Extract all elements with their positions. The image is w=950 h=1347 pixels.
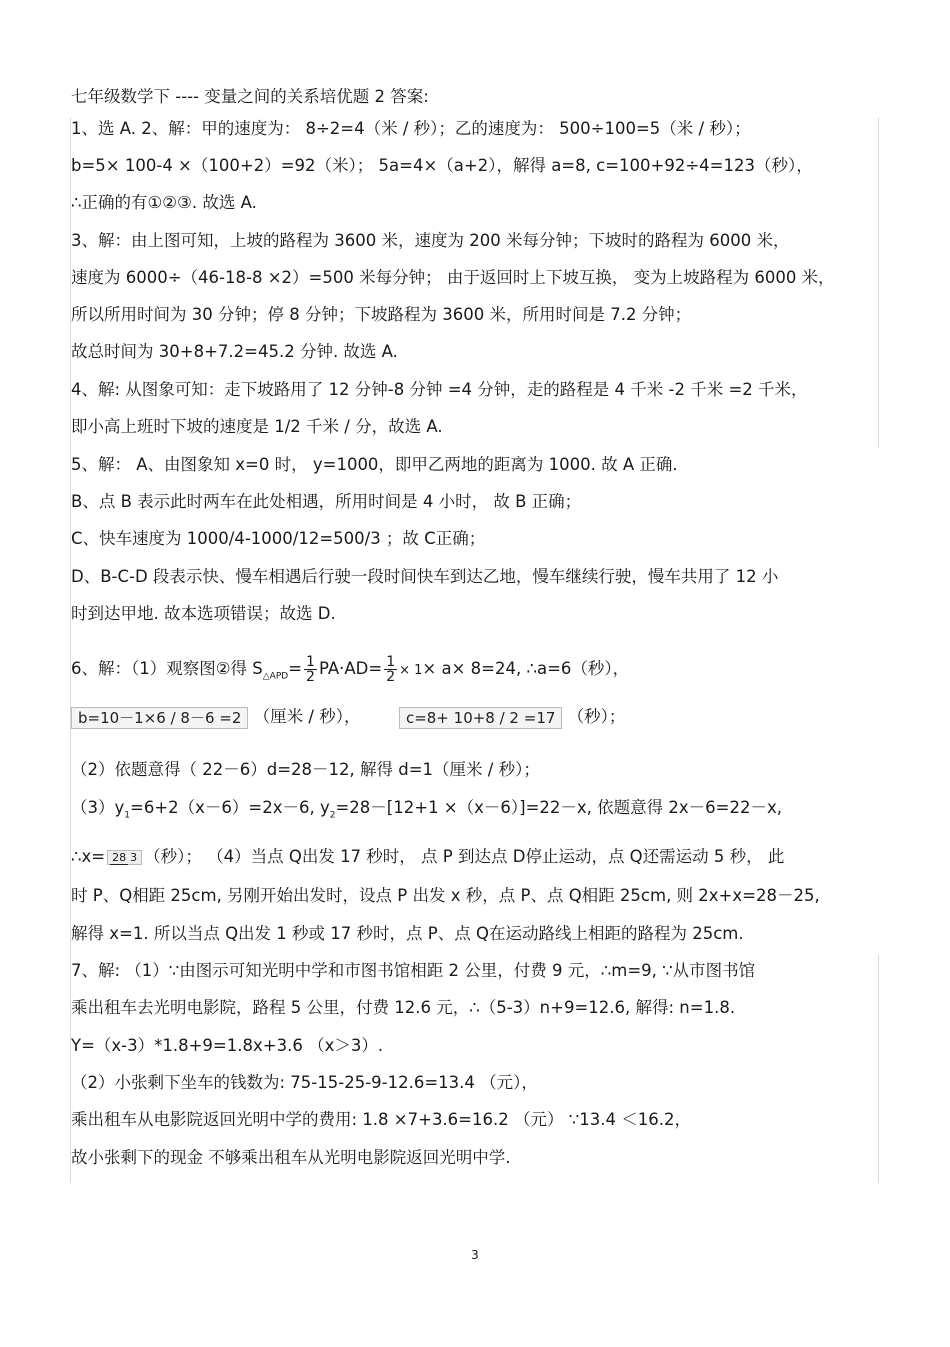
formula-image-b: b=10－1×6 / 8－6 =2 [71, 707, 248, 729]
formula-image-c: c=8+ 10+8 / 2 =17 [399, 707, 562, 729]
answer-line-20: 时 P、Q相距 25cm, 另刚开始出发时，设点 P 出发 x 秒，点 P、点 Q相距 25cm, 则 2x+x=28－25, [71, 886, 820, 905]
answer-line-10: 5、解： A、由图象知 x=0 时， y=1000，即甲乙两地的距离为 1000. 故 A 正确． [71, 455, 689, 474]
q6-text-a: 6、解：（1）观察图②得 S [71, 659, 263, 678]
answer-line-2: b=5× 100-4 ×（100+2）=92（米）； 5a=4×（a+2），解得 a=8, c=100+92÷4=123（秒）， [71, 156, 813, 175]
answer-line-6: 所以所用时间为 30 分钟；停 8 分钟；下坡路程为 3600 米，所用时间是 7.2 分钟； [71, 305, 692, 324]
answer-line-9: 即小高上班时下坡的速度是 1/2 千米 / 分，故选 A. [71, 417, 443, 436]
answer-line-1: 1、选 A. 2、解：甲的速度为： 8÷2=4（米 / 秒）；乙的速度为： 500÷100=5（米 / 秒）； [71, 119, 751, 138]
q6-text-d: × a× 8=24, ∴a=6（秒）， [422, 659, 630, 678]
page-number: 3 [471, 1248, 479, 1262]
answer-line-8: 4、解: 从图象可知：走下坡路用了 12 分钟-8 分钟 =4 分钟，走的路程是 4 千米 -2 千米 =2 千米， [71, 380, 808, 399]
fraction-half-2: $\frac{1}{2}$ [386, 654, 396, 685]
answer-line-3: ∴正确的有①②③. 故选 A. [71, 193, 257, 212]
answer-line-12: C、快车速度为 1000/4-1000/12=500/3 ；故 C正确； [71, 529, 486, 548]
answer-line-4: 3、解：由上图可知，上坡的路程为 3600 米，速度为 200 米每分钟；下坡时的路程为 6000 米， [71, 231, 790, 250]
answer-line-14: 时到达甲地. 故本选项错误；故选 D. [71, 604, 336, 623]
frame-right-line-lower [878, 955, 879, 1183]
q6-text-b: = [288, 659, 303, 678]
answer-line-15 [71, 655, 629, 687]
q6-text-c: PA·AD= [318, 659, 383, 678]
answer-line-11: B、点 B 表示此时两车在此处相遇，所用时间是 4 小时， 故 B 正确； [71, 492, 582, 511]
answer-line-17: （2）依题意得（ 22－6）d=28－12, 解得 d=1（厘米 / 秒）； [71, 760, 540, 779]
answer-line-19: ∴x= 28 3 （秒）； （4）当点 Q出发 17 秒时， 点 P 到达点 D停止运动，点 Q还需运动 5 秒， 此 [71, 847, 785, 866]
answer-line-26: 乘出租车从电影院返回光明中学的费用: 1.8 ×7+3.6=16.2 （元） ∵13.4 ＜16.2， [71, 1110, 691, 1129]
answer-line-16 [71, 706, 625, 729]
q6-unit-seconds: （秒）； [567, 707, 626, 726]
page-title: 七年级数学下 ---- 变量之间的关系培优题 2 答案: [71, 87, 429, 106]
answer-line-7: 故总时间为 30+8+7.2=45.2 分钟. 故选 A. [71, 342, 398, 361]
q6-subscript: △APD [262, 671, 289, 682]
frame-right-line [878, 118, 879, 448]
answer-line-5: 速度为 6000÷（46-18-8 ×2）=500 米每分钟； 由于返回时上下坡互换， 变为上坡路程为 6000 米， [71, 268, 835, 287]
q6-unit-speed: （厘米 / 秒）， [253, 707, 361, 726]
q6-fraction-tail: × 1 [399, 663, 423, 678]
answer-line-21: 解得 x=1. 所以当点 Q出发 1 秒或 17 秒时，点 P、点 Q在运动路线上相距的路程为 25cm. [71, 924, 744, 943]
answer-line-24: Y=（x-3）*1.8+9=1.8x+3.6 （x＞3）. [71, 1036, 384, 1055]
fraction-28-3: 28 3 [107, 850, 142, 865]
answer-line-23: 乘出租车去光明电影院，路程 5 公里，付费 12.6 元，∴（5-3）n+9=12.6, 解得: n=1.8. [71, 998, 736, 1017]
answer-line-18: $(3)y_1=6+2(x-6)=2x-6$, $y_2=28-[12+1 \times(x-6)]=22-x$, 依题意得 2x－6=22－x, [71, 798, 782, 821]
answer-line-27: 故小张剩下的现金 不够乘出租车从光明电影院返回光明中学. [71, 1148, 511, 1167]
answer-line-25: （2）小张剩下坐车的钱数为: 75-15-25-9-12.6=13.4 （元）， [71, 1073, 538, 1092]
answer-line-22: 7、解: （1）∵由图示可知光明中学和市图书馆相距 2 公里，付费 9 元，∴m=9, ∵从市图书馆 [71, 961, 756, 980]
fraction-half: $\frac{1}{2}$ [306, 654, 315, 685]
answer-line-13: D、B-C-D 段表示快、慢车相遇后行驶一段时间快车到达乙地，慢车继续行驶，慢车共用了 12 小 [71, 567, 779, 586]
